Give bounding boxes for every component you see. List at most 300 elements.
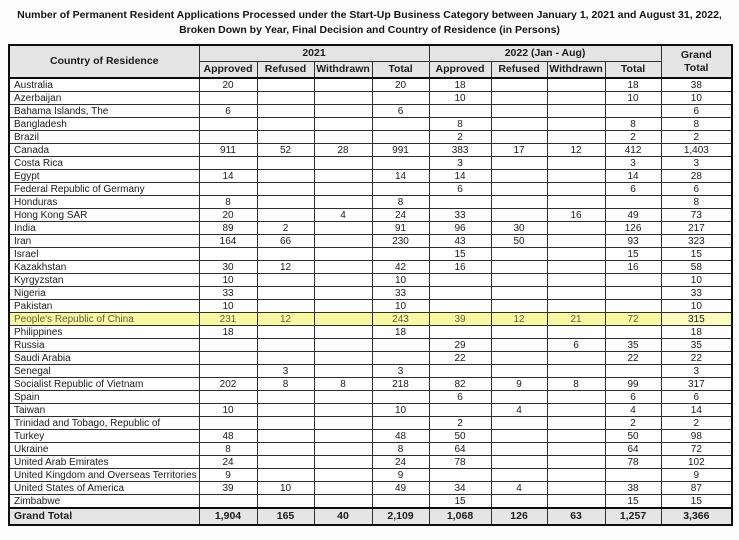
value-cell (257, 248, 314, 261)
value-cell: 911 (199, 144, 257, 157)
value-cell: 126 (605, 222, 661, 235)
value-cell: 3 (605, 157, 661, 170)
value-cell (491, 78, 547, 92)
country-cell: Canada (9, 144, 199, 157)
value-cell (429, 469, 491, 482)
value-cell: 20 (372, 78, 429, 92)
country-cell: Federal Republic of Germany (9, 183, 199, 196)
value-cell (547, 404, 605, 417)
value-cell (547, 391, 605, 404)
value-cell: 165 (257, 508, 314, 525)
value-cell: 22 (605, 352, 661, 365)
value-cell: 30 (491, 222, 547, 235)
value-cell (491, 391, 547, 404)
table-row (9, 248, 732, 261)
value-cell: 10 (372, 300, 429, 313)
value-cell: 24 (372, 456, 429, 469)
value-cell (257, 352, 314, 365)
value-cell: 2 (605, 417, 661, 430)
value-cell: 2,109 (372, 508, 429, 525)
table-row (9, 274, 732, 287)
grand-total-cell: 102 (661, 456, 732, 469)
value-cell (314, 300, 372, 313)
value-cell: 15 (605, 495, 661, 509)
value-cell: 12 (257, 313, 314, 326)
value-cell (314, 105, 372, 118)
country-cell: Socialist Republic of Vietnam (9, 378, 199, 391)
value-cell: 93 (605, 235, 661, 248)
country-cell: Bangladesh (9, 118, 199, 131)
value-cell: 8 (372, 196, 429, 209)
grand-total-cell: 35 (661, 339, 732, 352)
table-row (9, 287, 732, 300)
value-cell (257, 326, 314, 339)
value-cell (257, 131, 314, 144)
value-cell: 14 (429, 170, 491, 183)
value-cell (257, 417, 314, 430)
value-cell (199, 417, 257, 430)
value-cell: 3 (257, 365, 314, 378)
report-title-line2: Broken Down by Year, Final Decision and Country of Residence (in Persons) (179, 24, 560, 36)
value-cell: 52 (257, 144, 314, 157)
value-cell (314, 170, 372, 183)
grand-total-cell: 6 (661, 105, 732, 118)
value-cell: 9 (199, 469, 257, 482)
value-cell (199, 352, 257, 365)
value-cell: 35 (605, 339, 661, 352)
grand-total-cell: 1,403 (661, 144, 732, 157)
country-cell: Egypt (9, 170, 199, 183)
value-cell (547, 196, 605, 209)
value-cell (372, 157, 429, 170)
country-cell: Kyrgyzstan (9, 274, 199, 287)
value-cell: 4 (491, 404, 547, 417)
value-cell (372, 131, 429, 144)
table-row (9, 417, 732, 430)
applications-table (8, 44, 733, 526)
value-cell (372, 118, 429, 131)
grand-total-cell: 315 (661, 313, 732, 326)
value-cell (314, 157, 372, 170)
value-cell: 1,257 (605, 508, 661, 525)
table-row (9, 131, 732, 144)
country-cell: United Arab Emirates (9, 456, 199, 469)
value-cell: 10 (199, 274, 257, 287)
value-cell (199, 131, 257, 144)
value-cell: 33 (199, 287, 257, 300)
country-cell: Zimbabwe (9, 495, 199, 509)
value-cell (314, 469, 372, 482)
value-cell: 39 (199, 482, 257, 495)
report-title (0, 0, 739, 38)
value-cell: 15 (605, 248, 661, 261)
value-cell (257, 443, 314, 456)
value-cell (547, 105, 605, 118)
table-row (9, 78, 732, 92)
report-title-line1: Number of Permanent Resident Applications Processed under the Start-Up Business Category between January 1, 2021 and August 31, 2022, (17, 9, 722, 21)
value-cell: 28 (314, 144, 372, 157)
value-cell (199, 157, 257, 170)
value-cell (491, 300, 547, 313)
value-cell (314, 326, 372, 339)
value-cell: 14 (372, 170, 429, 183)
grand-total-cell: 3 (661, 365, 732, 378)
value-cell: 412 (605, 144, 661, 157)
value-cell: 230 (372, 235, 429, 248)
table-row (9, 144, 732, 157)
grand-total-cell: 217 (661, 222, 732, 235)
value-cell (605, 274, 661, 287)
value-cell (314, 78, 372, 92)
value-cell: 18 (199, 326, 257, 339)
grand-total-cell: 14 (661, 404, 732, 417)
table-row (9, 183, 732, 196)
value-cell: 66 (257, 235, 314, 248)
value-cell (547, 456, 605, 469)
grand-total-cell: 10 (661, 92, 732, 105)
value-cell: 6 (605, 183, 661, 196)
grand-total-cell: 33 (661, 287, 732, 300)
value-cell (372, 183, 429, 196)
value-cell (314, 495, 372, 509)
value-cell: 43 (429, 235, 491, 248)
value-cell: 18 (605, 78, 661, 92)
table-row (9, 482, 732, 495)
country-cell: Russia (9, 339, 199, 352)
value-cell: 231 (199, 313, 257, 326)
country-cell: Azerbaijan (9, 92, 199, 105)
value-cell (491, 157, 547, 170)
col-group-2022: 2022 (Jan - Aug) (429, 45, 661, 62)
value-cell (314, 456, 372, 469)
country-cell: People's Republic of China (9, 313, 199, 326)
value-cell (314, 417, 372, 430)
country-cell: United Kingdom and Overseas Territories (9, 469, 199, 482)
value-cell (257, 274, 314, 287)
value-cell (372, 248, 429, 261)
value-cell (257, 183, 314, 196)
value-cell: 10 (429, 92, 491, 105)
country-cell: Ukraine (9, 443, 199, 456)
value-cell: 38 (605, 482, 661, 495)
value-cell: 15 (429, 495, 491, 509)
value-cell (491, 443, 547, 456)
value-cell (491, 339, 547, 352)
country-cell: Israel (9, 248, 199, 261)
grand-total-cell: 15 (661, 248, 732, 261)
value-cell: 64 (605, 443, 661, 456)
value-cell (547, 92, 605, 105)
value-cell: 50 (429, 430, 491, 443)
value-cell (257, 430, 314, 443)
value-cell (314, 261, 372, 274)
value-cell: 8 (605, 118, 661, 131)
country-cell: Pakistan (9, 300, 199, 313)
value-cell (314, 274, 372, 287)
grand-total-cell: 10 (661, 300, 732, 313)
value-cell: 72 (605, 313, 661, 326)
value-cell (547, 222, 605, 235)
value-cell (491, 287, 547, 300)
value-cell: 6 (605, 391, 661, 404)
country-cell: Saudi Arabia (9, 352, 199, 365)
value-cell (547, 261, 605, 274)
value-cell (547, 274, 605, 287)
value-cell: 42 (372, 261, 429, 274)
value-cell: 20 (199, 78, 257, 92)
value-cell (547, 469, 605, 482)
value-cell (491, 131, 547, 144)
value-cell (314, 391, 372, 404)
grand-total-cell: 58 (661, 261, 732, 274)
value-cell (257, 469, 314, 482)
value-cell (199, 365, 257, 378)
value-cell: 10 (199, 404, 257, 417)
value-cell (491, 196, 547, 209)
value-cell (314, 235, 372, 248)
grand-total-cell: 9 (661, 469, 732, 482)
country-cell: Iran (9, 235, 199, 248)
grand-total-cell: 38 (661, 78, 732, 92)
grand-total-cell: 72 (661, 443, 732, 456)
value-cell: 8 (314, 378, 372, 391)
table-row (9, 235, 732, 248)
value-cell: 16 (547, 209, 605, 222)
value-cell: 34 (429, 482, 491, 495)
country-cell: Grand Total (9, 508, 199, 525)
table-row (9, 196, 732, 209)
value-cell (429, 105, 491, 118)
value-cell (605, 469, 661, 482)
table-row (9, 443, 732, 456)
grand-total-cell: 87 (661, 482, 732, 495)
value-cell: 4 (314, 209, 372, 222)
value-cell (372, 391, 429, 404)
value-cell: 14 (605, 170, 661, 183)
value-cell (199, 92, 257, 105)
country-cell: Nigeria (9, 287, 199, 300)
value-cell: 33 (372, 287, 429, 300)
value-cell: 6 (429, 183, 491, 196)
value-cell (547, 248, 605, 261)
value-cell: 40 (314, 508, 372, 525)
col-header-refused-2022: Refused (491, 62, 547, 79)
table-row (9, 313, 732, 326)
value-cell (547, 157, 605, 170)
value-cell: 8 (547, 378, 605, 391)
grand-total-cell: 317 (661, 378, 732, 391)
value-cell (491, 417, 547, 430)
value-cell (372, 339, 429, 352)
value-cell: 89 (199, 222, 257, 235)
value-cell: 17 (491, 144, 547, 157)
value-cell (314, 131, 372, 144)
col-header-refused-2021: Refused (257, 62, 314, 79)
table-row (9, 430, 732, 443)
value-cell (257, 196, 314, 209)
value-cell (199, 495, 257, 509)
value-cell (491, 105, 547, 118)
value-cell: 6 (199, 105, 257, 118)
country-cell: Trinidad and Tobago, Republic of (9, 417, 199, 430)
value-cell: 2 (605, 131, 661, 144)
value-cell (257, 92, 314, 105)
value-cell: 78 (605, 456, 661, 469)
col-header-grand-total (661, 45, 732, 78)
value-cell: 82 (429, 378, 491, 391)
table-row (9, 326, 732, 339)
value-cell (491, 495, 547, 509)
value-cell (547, 131, 605, 144)
value-cell (257, 170, 314, 183)
value-cell: 4 (605, 404, 661, 417)
value-cell: 91 (372, 222, 429, 235)
country-cell: India (9, 222, 199, 235)
grand-total-cell: 3,366 (661, 508, 732, 525)
value-cell (372, 417, 429, 430)
value-cell: 63 (547, 508, 605, 525)
value-cell (199, 118, 257, 131)
value-cell: 10 (257, 482, 314, 495)
value-cell: 3 (429, 157, 491, 170)
value-cell: 64 (429, 443, 491, 456)
col-header-withdrawn-2022: Withdrawn (547, 62, 605, 79)
table-row (9, 261, 732, 274)
table-row (9, 170, 732, 183)
value-cell (429, 326, 491, 339)
col-header-total-2022: Total (605, 62, 661, 79)
col-header-total-2021: Total (372, 62, 429, 79)
table-row (9, 404, 732, 417)
grand-total-cell: 2 (661, 417, 732, 430)
value-cell (547, 183, 605, 196)
value-cell: 16 (605, 261, 661, 274)
value-cell (429, 404, 491, 417)
value-cell (314, 430, 372, 443)
value-cell (605, 365, 661, 378)
country-cell: Philippines (9, 326, 199, 339)
value-cell: 24 (199, 456, 257, 469)
grand-total-cell: 2 (661, 131, 732, 144)
grand-total-header-label: Grand Total (680, 48, 712, 74)
table-body (9, 78, 732, 525)
col-header-approved-2022: Approved (429, 62, 491, 79)
value-cell (605, 105, 661, 118)
col-header-approved-2021: Approved (199, 62, 257, 79)
value-cell (314, 248, 372, 261)
country-cell: Turkey (9, 430, 199, 443)
table-row (9, 339, 732, 352)
value-cell (547, 443, 605, 456)
value-cell (314, 404, 372, 417)
value-cell (547, 417, 605, 430)
value-cell: 6 (429, 391, 491, 404)
col-header-country: Country of Residence (9, 45, 199, 78)
grand-total-cell: 73 (661, 209, 732, 222)
table-row (9, 495, 732, 509)
value-cell (257, 78, 314, 92)
value-cell (491, 183, 547, 196)
value-cell: 8 (429, 118, 491, 131)
table-row (9, 391, 732, 404)
value-cell (547, 365, 605, 378)
value-cell (199, 248, 257, 261)
grand-total-cell: 15 (661, 495, 732, 509)
value-cell (547, 235, 605, 248)
value-cell: 2 (429, 131, 491, 144)
value-cell (314, 352, 372, 365)
country-cell: Spain (9, 391, 199, 404)
value-cell (429, 300, 491, 313)
value-cell: 14 (199, 170, 257, 183)
country-cell: Honduras (9, 196, 199, 209)
value-cell: 8 (199, 196, 257, 209)
value-cell (547, 118, 605, 131)
value-cell (547, 352, 605, 365)
col-header-withdrawn-2021: Withdrawn (314, 62, 372, 79)
country-cell: Australia (9, 78, 199, 92)
value-cell (491, 209, 547, 222)
value-cell (314, 92, 372, 105)
value-cell (314, 222, 372, 235)
value-cell: 202 (199, 378, 257, 391)
value-cell: 96 (429, 222, 491, 235)
value-cell (257, 157, 314, 170)
value-cell: 6 (372, 105, 429, 118)
value-cell: 18 (429, 78, 491, 92)
value-cell (314, 287, 372, 300)
value-cell (547, 482, 605, 495)
table-row (9, 157, 732, 170)
grand-total-cell: 22 (661, 352, 732, 365)
value-cell: 383 (429, 144, 491, 157)
table-row (9, 300, 732, 313)
value-cell (314, 183, 372, 196)
value-cell (314, 196, 372, 209)
value-cell (314, 313, 372, 326)
value-cell (605, 300, 661, 313)
value-cell: 29 (429, 339, 491, 352)
value-cell: 15 (429, 248, 491, 261)
value-cell: 1,904 (199, 508, 257, 525)
country-cell: United States of America (9, 482, 199, 495)
grand-total-cell: 3 (661, 157, 732, 170)
value-cell (314, 365, 372, 378)
grand-total-cell: 28 (661, 170, 732, 183)
country-cell: Brazil (9, 131, 199, 144)
table-row (9, 92, 732, 105)
value-cell (491, 274, 547, 287)
table-row (9, 365, 732, 378)
value-cell (199, 183, 257, 196)
value-cell (605, 287, 661, 300)
value-cell: 10 (605, 92, 661, 105)
value-cell: 8 (257, 378, 314, 391)
country-cell: Hong Kong SAR (9, 209, 199, 222)
value-cell: 50 (605, 430, 661, 443)
value-cell (429, 287, 491, 300)
value-cell (491, 326, 547, 339)
value-cell: 33 (429, 209, 491, 222)
value-cell (314, 482, 372, 495)
value-cell (491, 261, 547, 274)
value-cell: 9 (372, 469, 429, 482)
col-group-2021: 2021 (199, 45, 429, 62)
value-cell (605, 196, 661, 209)
value-cell: 10 (372, 404, 429, 417)
value-cell (491, 365, 547, 378)
value-cell (491, 469, 547, 482)
